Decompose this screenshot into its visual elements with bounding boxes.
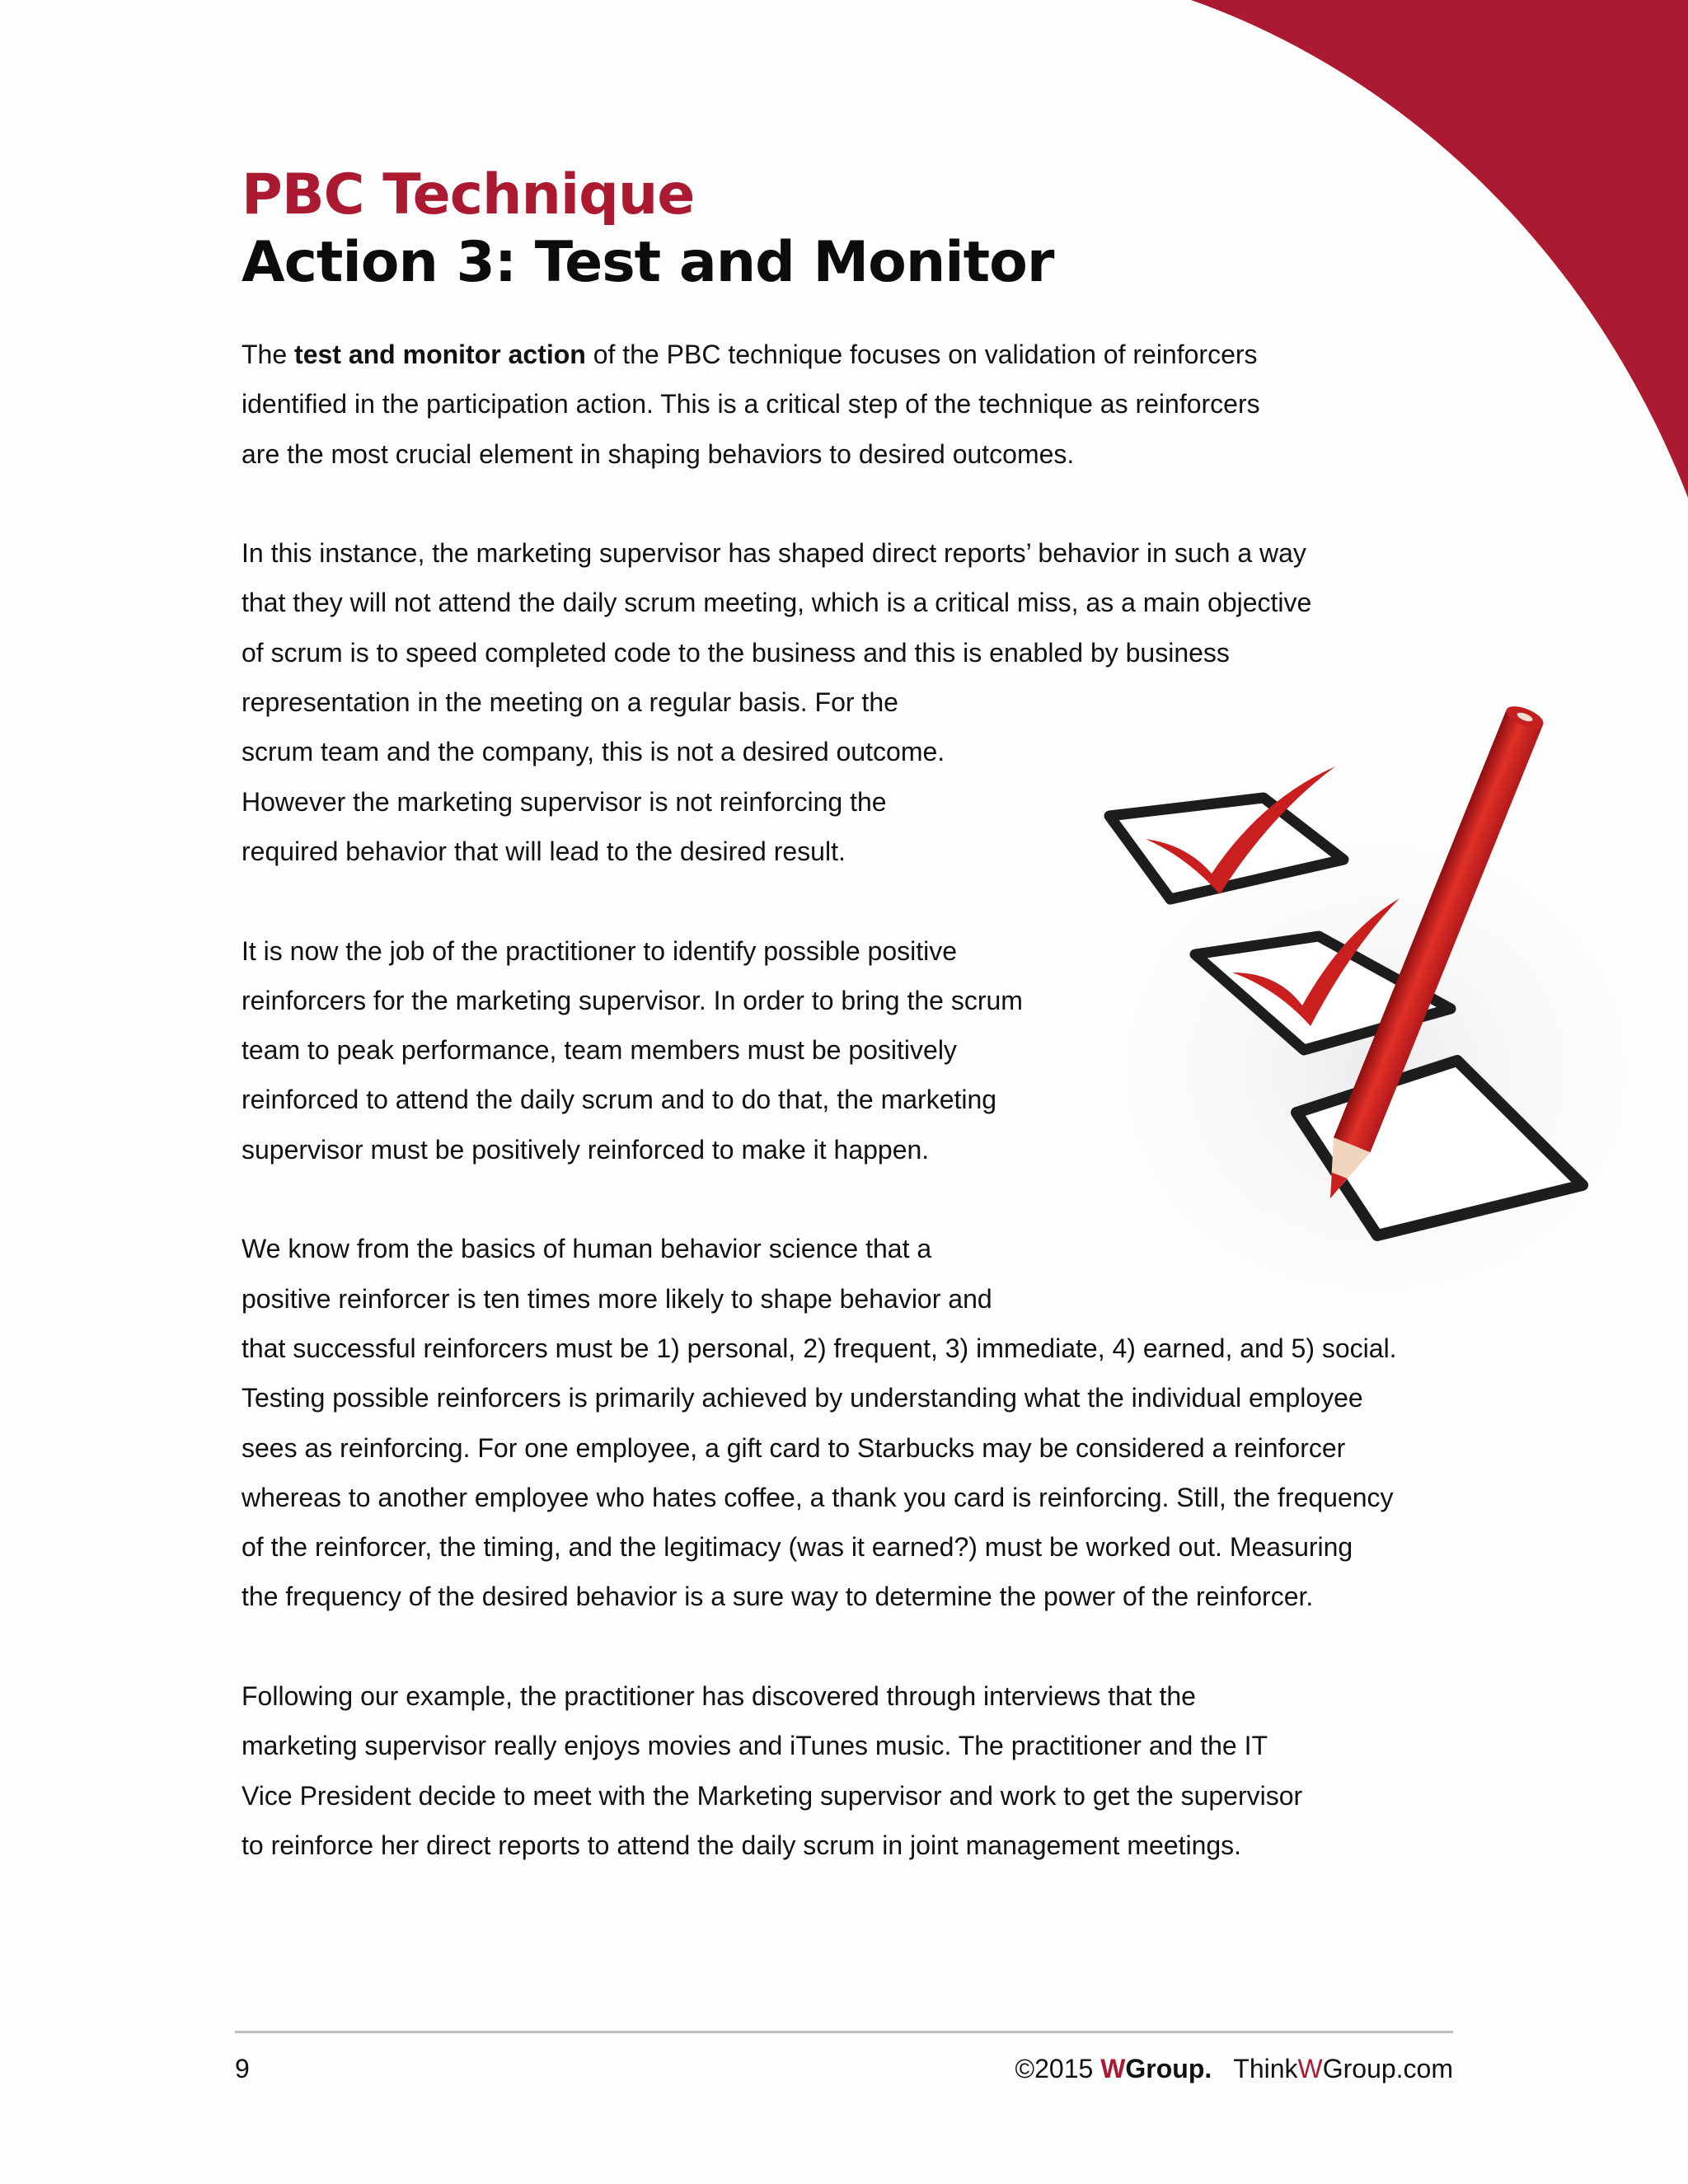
page-heading	[241, 162, 1053, 297]
text-line: of the reinforcer, the timing, and the legitimacy (was it earned?) must be worked out. Measuring	[241, 1532, 1353, 1563]
paragraph-5	[241, 1671, 1478, 1870]
text-line: are the most crucial element in shaping behaviors to desired outcomes.	[241, 438, 1075, 469]
copyright-text: ©2015	[1015, 2054, 1101, 2083]
brand-w: W	[1100, 2054, 1126, 2083]
text-line: to reinforce her direct reports to attend the daily scrum in joint management meetings.	[241, 1830, 1242, 1860]
brand-name: Group.	[1125, 2054, 1212, 2083]
text-line: whereas to another employee who hates coffee, a thank you card is reinforcing. Still, the frequency	[241, 1482, 1394, 1512]
text-line: reinforced to attend the daily scrum and to do that, the marketing	[241, 1085, 997, 1115]
text-line: required behavior that will lead to the desired result.	[241, 836, 846, 866]
text-fragment: The	[241, 340, 295, 369]
text-line: Testing possible reinforcers is primarily achieved by understanding what the individual employee	[241, 1383, 1363, 1413]
text-line: team to peak performance, team members must be positively	[241, 1035, 957, 1066]
text-line: In this instance, the marketing supervisor has shaped direct reports’ behavior in such a way	[241, 538, 1306, 569]
text-line: that successful reinforcers must be 1) personal, 2) frequent, 3) immediate, 4) earned, and 5) social.	[241, 1333, 1397, 1363]
site-prefix: Think	[1233, 2054, 1298, 2083]
site-suffix: Group.com	[1322, 2054, 1453, 2083]
paragraph-1	[241, 330, 1478, 479]
text-line: reinforcers for the marketing supervisor. In order to bring the scrum	[241, 985, 1023, 1015]
text-line: identified in the participation action. This is a critical step of the technique as reinforcers	[241, 389, 1260, 419]
text-line: However the marketing supervisor is not reinforcing the	[241, 786, 887, 817]
text-line: supervisor must be positively reinforced to make it happen.	[241, 1134, 930, 1165]
text-line: of scrum is to speed completed code to the business and this is enabled by business	[241, 637, 1230, 668]
text-line: the frequency of the desired behavior is a sure way to determine the power of the reinforcer.	[241, 1582, 1314, 1612]
text-line: It is now the job of the practitioner to identify possible positive	[241, 935, 958, 966]
text-line: We know from the basics of human behavior science that a	[241, 1234, 932, 1264]
website-link[interactable]	[1233, 2054, 1453, 2083]
text-line: marketing supervisor really enjoys movies and iTunes music. The practitioner and the IT	[241, 1731, 1268, 1761]
heading-title: Action 3: Test and Monitor	[241, 230, 1054, 295]
text-line: representation in the meeting on a regular basis. For the	[241, 687, 898, 718]
text-fragment: of the PBC technique focuses on validation of reinforcers	[585, 340, 1258, 369]
heading-kicker: PBC Technique	[241, 162, 695, 227]
text-line: Vice President decide to meet with the Marketing supervisor and work to get the supervisor	[241, 1780, 1303, 1811]
text-line: that they will not attend the daily scrum meeting, which is a critical miss, as a main objective	[241, 588, 1312, 618]
text-line: Following our example, the practitioner has discovered through interviews that the	[241, 1681, 1196, 1712]
text-line	[241, 330, 1478, 379]
bold-term: test and monitor action	[294, 340, 586, 369]
footer-divider	[235, 2031, 1453, 2033]
text-line: positive reinforcer is ten times more likely to shape behavior and	[241, 1283, 992, 1314]
checklist-with-red-pencil-icon	[1063, 701, 1657, 1294]
page-number: 9	[235, 2054, 250, 2083]
text-line: sees as reinforcing. For one employee, a gift card to Starbucks may be considered a reinforcer	[241, 1432, 1346, 1463]
site-w: W	[1297, 2054, 1323, 2083]
text-line: scrum team and the company, this is not a desired outcome.	[241, 737, 945, 767]
footer-credits	[1015, 2052, 1453, 2085]
